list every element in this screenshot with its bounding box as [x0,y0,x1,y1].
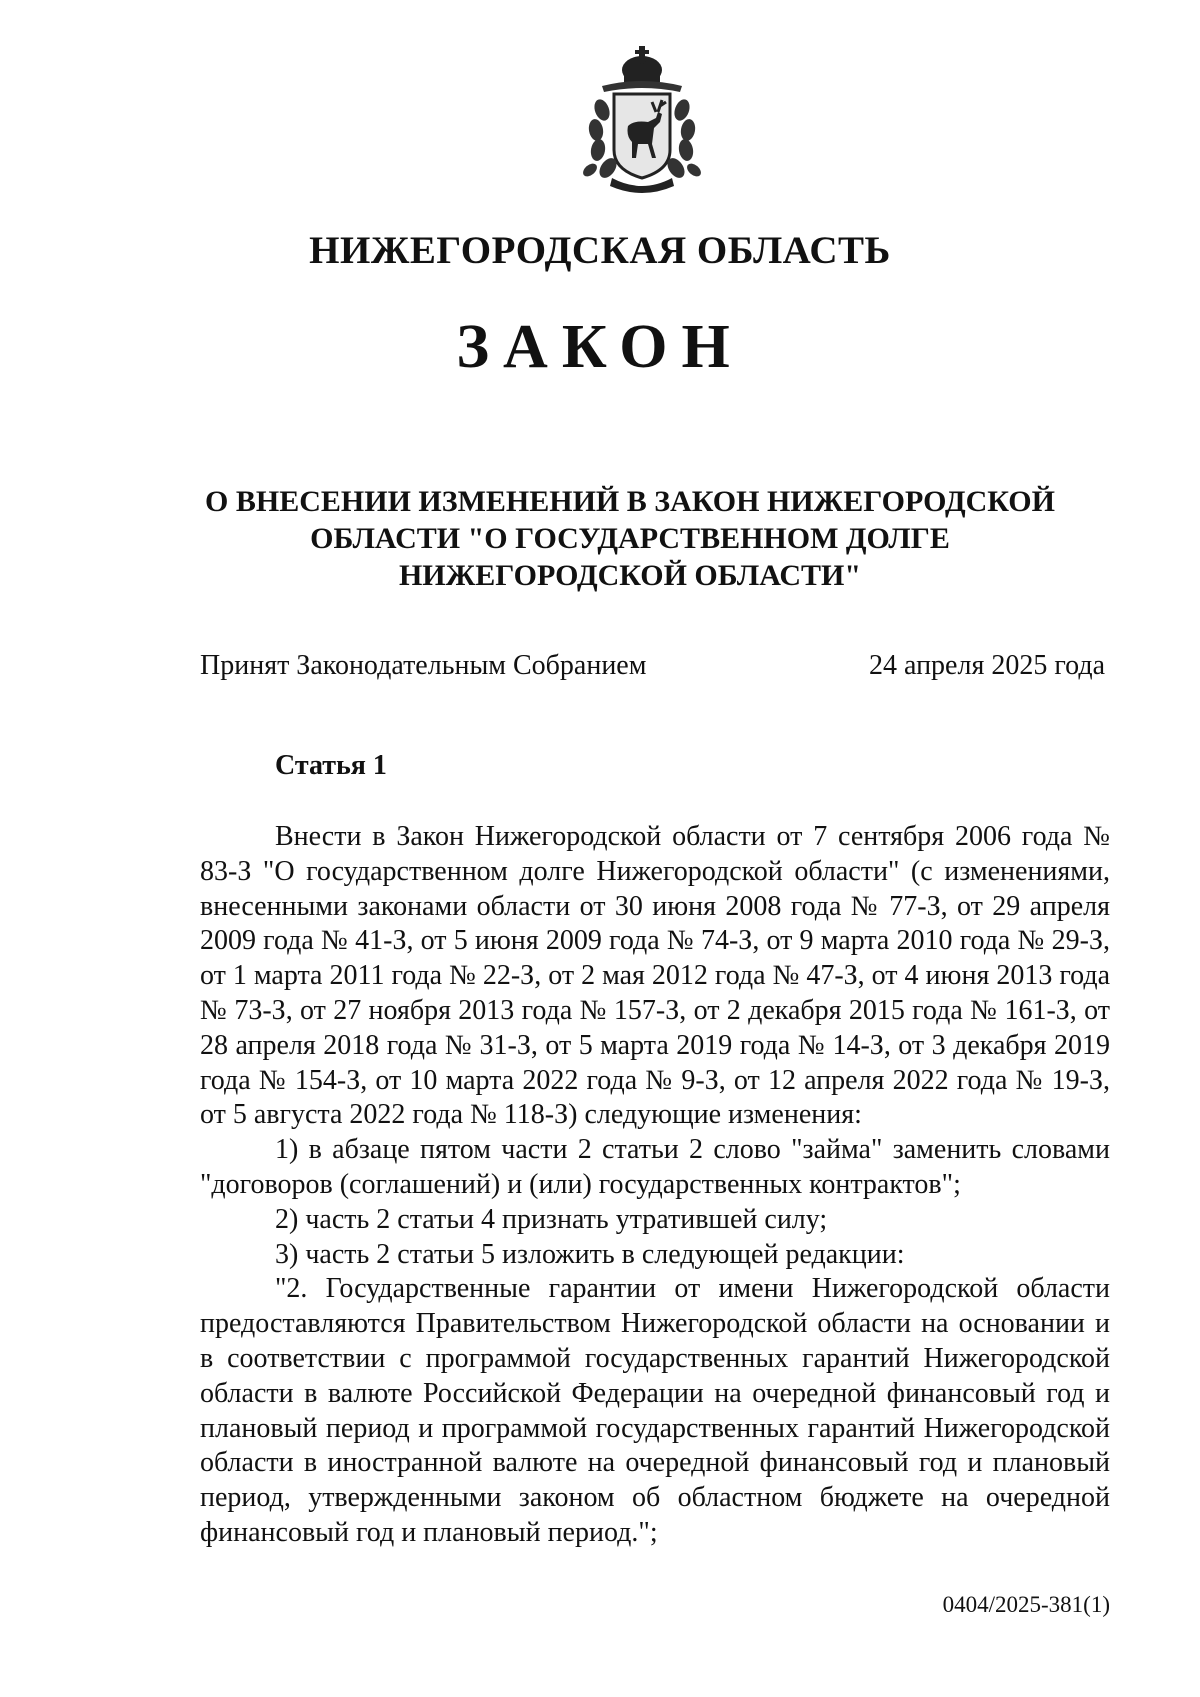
region-title: НИЖЕГОРОДСКАЯ ОБЛАСТЬ [309,229,891,272]
subject-line: ОБЛАСТИ "О ГОСУДАРСТВЕННОМ ДОЛГЕ [310,522,950,555]
article-paragraph: 1) в абзаце пятом части 2 статьи 2 слово "займа" заменить словами "договоров (соглашений) и (или) государственных контрактов"; [200,1134,1110,1200]
article-paragraph: 2) часть 2 статьи 4 признать утратившей силу; [275,1203,828,1235]
adoption-date: 24 апреля 2025 года [869,650,1105,681]
document-registration-code: 0404/2025-381(1) [942,1592,1110,1617]
law-subject-title [200,483,1060,594]
coat-of-arms-emblem [562,40,722,198]
article-paragraph: 3) часть 2 статьи 5 изложить в следующей редакции: [275,1238,905,1270]
article-heading: Статья 1 [275,750,387,781]
subject-line: О ВНЕСЕНИИ ИЗМЕНЕНИЙ В ЗАКОН НИЖЕГОРОДСКОЙ [205,485,1055,518]
article-body [200,820,1110,1551]
article-paragraph: Внести в Закон Нижегородской области от 7 сентября 2006 года № 83-З "О государственном долге Нижегородской области" (с изменениями, внесенными законами области от 30 июня 2008 года № 77-З, от 29 апреля 2009 года № 41-З, от 5 июня 2009 года № 74-З, от 9 марта 2010 года № 29-З, от 1 марта 2011 года № 22-З, от 2 мая 2012 года № 47-З, от 4 июня 2013 года № 73-З, от 27 ноября 2013 года № 157-З, от 2 декабря 2015 года № 161-З, от 28 апреля 2018 года № 31-З, от 5 марта 2019 года № 14-З, от 3 декабря 2019 года № 154-З, от 10 марта 2022 года № 9-З, от 12 апреля 2022 года № 19-З, от 5 августа 2022 года № 118-З) следующие изменения: [200,821,1110,1131]
coat-of-arms-icon [562,40,722,198]
subject-line: НИЖЕГОРОДСКОЙ ОБЛАСТИ" [398,559,862,592]
adopted-by-text: Принят Законодательным Собранием [200,650,647,681]
article-paragraph: "2. Государственные гарантии от имени Нижегородской области предоставляются Правительством Нижегородской области на основании и в соответствии с программой государственных гарантий Нижегородской области в валюте Российской Федерации на очередной финансовый год и плановый период и программой государственных гарантий Нижегородской области в иностранной валюте на очередной финансовый год и плановый период, утвержденными законом об областном бюджете на очередной финансовый год и плановый период."; [200,1273,1110,1548]
document-type-title: ЗАКОН [456,313,744,381]
